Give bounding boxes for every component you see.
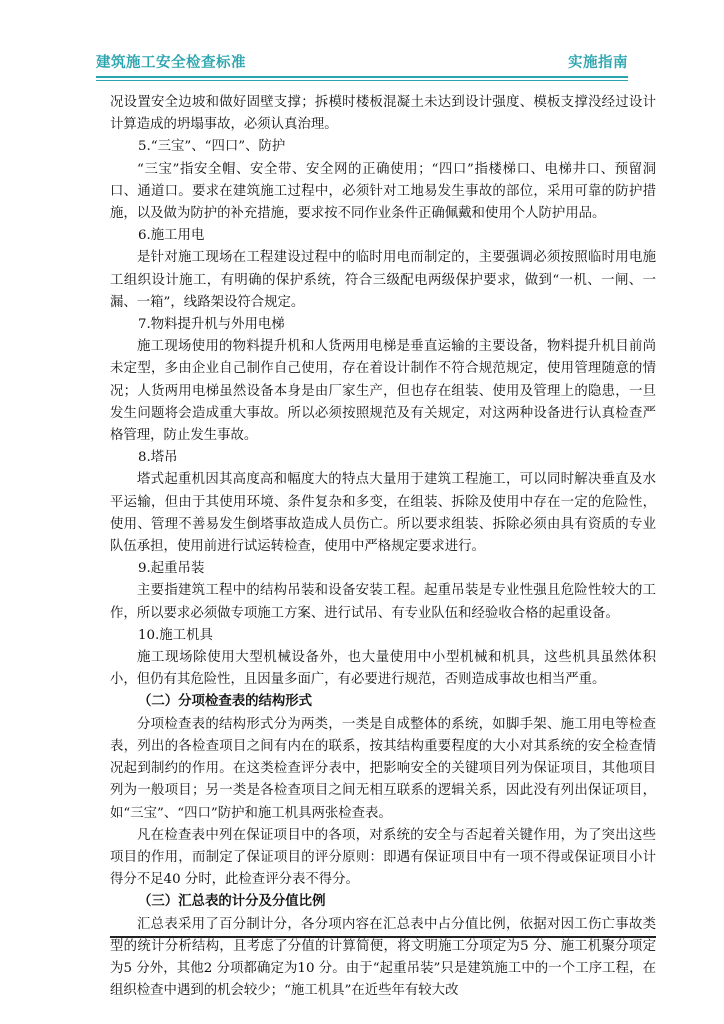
subheading-hoisting: 9.起重吊装: [138, 561, 205, 577]
section-heading-summary-scoring: （三）汇总表的计分及分值比例: [138, 894, 326, 910]
paragraph: 施工现场除使用大型机械设备外，也大量使用中小型机械和机具，这些机具虽然体积小，但仍有其危险性，且因量多面广，有必要进行规范，否则造成事故也相当严重。: [110, 650, 656, 688]
paragraph: 主要指建筑工程中的结构吊装和设备安装工程。起重吊装是专业性强且危险性较大的工作，所以要求必须做专项施工方案、进行试吊、有专业队伍和经验收合格的起重设备。: [110, 583, 656, 621]
section-heading-checklist-structure: （二）分项检查表的结构形式: [138, 694, 313, 710]
paragraph: 是针对施工现场在工程建设过程中的临时用电而制定的，主要强调必须按照临时用电施工组织设计施工，有明确的保护系统，符合三级配电两级保护要求，做到“一机、一闸、一漏、一箱”，线路架设符合规定。: [110, 250, 656, 310]
paragraph: 凡在检查表中列在保证项目中的各项，对系统的安全与否起着关键作用，为了突出这些项目的作用，而制定了保证项目的评分原则：即遇有保证项目中有一项不得或保证项目小计得分不足40 分时，此检查评分表不得分。: [110, 827, 656, 888]
subheading-machinery: 10.施工机具: [138, 627, 213, 643]
subheading-electricity: 6.施工用电: [138, 228, 205, 244]
paragraph: 分项检查表的结构形式分为两类，一类是自成整体的系统，如脚手架、施工用电等检查表，列出的各检查项目之间有内在的联系，按其结构重要程度的大小对其系统的安全检查情况起到制约的作用。在这类检查评分表中，把影响安全的关键项目列为保证项目，其他项目列为一般项目；另一类是各检查项目之间无相互联系的逻辑关系，因此没有列出保证项目，如“三宝”、“四口”防护和施工机具两张检查表。: [110, 716, 656, 821]
header-rule: [96, 76, 628, 81]
paragraph: “三宝”指安全帽、安全带、安全网的正确使用；“四口”指楼梯口、电梯井口、预留洞口、通道口。要求在建筑施工过程中，必须针对工地易发生事故的部位，采用可靠的防护措施，以及做为防护的补充措施，要求按不同作业条件正确佩戴和使用个人防护用品。: [110, 161, 656, 222]
header-document-title: 建筑施工安全检查标准: [96, 54, 246, 71]
header-section-title: 实施指南: [568, 54, 628, 71]
page-header: [96, 50, 628, 72]
subheading-tower-crane: 8.塔吊: [138, 450, 178, 466]
subheading-hoist-elevator: 7.物料提升机与外用电梯: [138, 317, 285, 333]
subheading-three-treasures: 5.“三宝”、“四口”、防护: [138, 139, 286, 155]
footer-rule: [110, 936, 656, 938]
paragraph: 汇总表采用了百分制计分，各分项内容在汇总表中占分值比例，依据对因工伤亡事故类型的统计分析结构，且考虑了分值的计算简便，将文明施工分项定为5 分、施工机聚分项定为5 分外，其他2 分项都确定为10 分。由于“起重吊装”只是建筑施工中的一个工序工程，在组织检查中遇到的机会较少；“施工机具”在近些年有较大改: [110, 916, 656, 999]
paragraph: 况设置安全边坡和做好固壁支撑；拆模时楼板混凝土未达到设计强度、模板支撑没经过设计计算造成的坍塌事故，必须认真治理。: [110, 95, 656, 133]
paragraph: 施工现场使用的物料提升机和人货两用电梯是垂直运输的主要设备，物料提升机目前尚未定型，多由企业自己制作自己使用，存在着设计制作不符合规范规定，使用管理随意的情况；人货两用电梯虽然设备本身是由厂家生产，但也存在组装、使用及管理上的隐患，一旦发生问题将会造成重大事故。所以必须按照规范及有关规定，对这两种设备进行认真检查严格管理，防止发生事故。: [110, 339, 656, 444]
document-body: [110, 92, 656, 1002]
paragraph: 塔式起重机因其高度高和幅度大的特点大量用于建筑工程施工，可以同时解决垂直及水平运输，但由于其使用环境、条件复杂和多变，在组装、拆除及使用中存在一定的危险性，使用、管理不善易发生倒塔事故造成人员伤亡。所以要求组装、拆除必须由具有资质的专业队伍承担，使用前进行试运转检查，使用中严格规定要求进行。: [110, 472, 656, 555]
